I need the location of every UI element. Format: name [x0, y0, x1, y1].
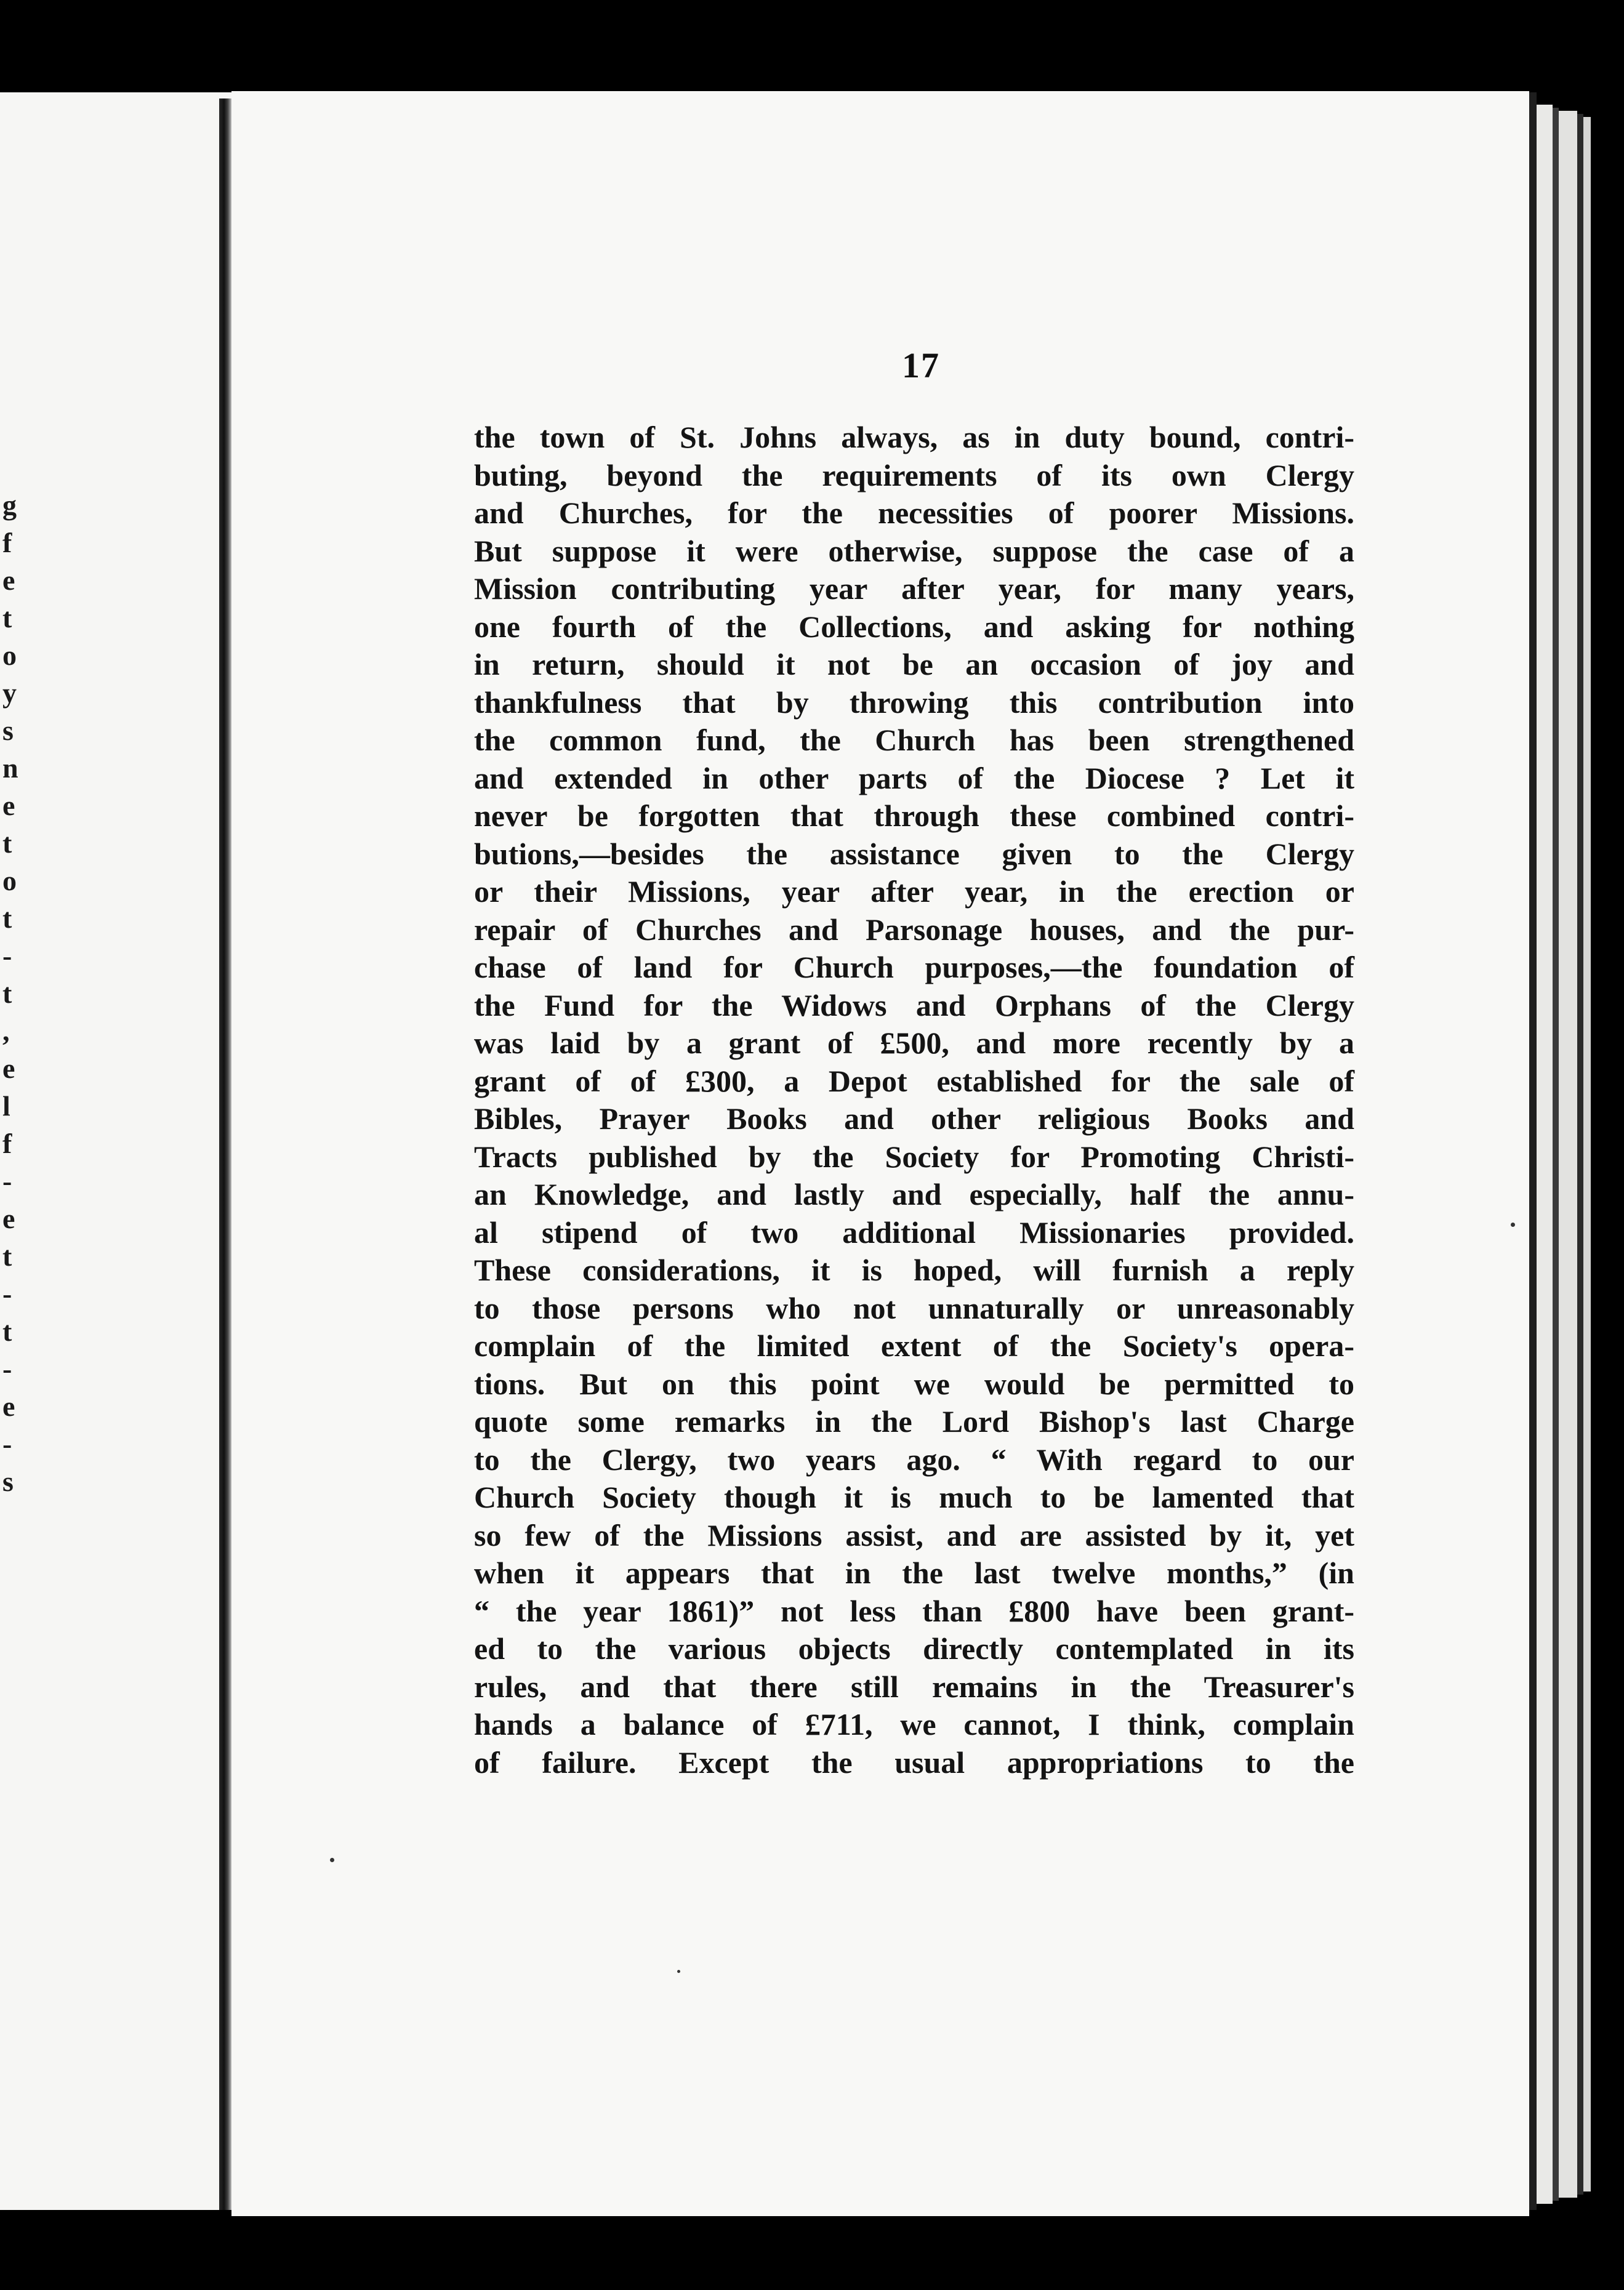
text-line: tions. But on this point we would be permitted to [474, 1366, 1354, 1401]
text-line: an Knowledge, and lastly and especially, half the annu- [474, 1177, 1354, 1211]
cut-glyph: y [2, 677, 17, 709]
print-speck [330, 1858, 334, 1862]
cut-glyph: - [2, 1165, 12, 1197]
text-line: “ the year 1861)” not less than £800 have been grant- [474, 1593, 1354, 1628]
text-line: grant of of £300, a Depot established for the sale of [474, 1063, 1354, 1098]
cut-glyph: - [2, 1278, 12, 1309]
text-line: and Churches, for the necessities of poorer Missions. [474, 496, 1354, 530]
text-line: ed to the various objects directly contemplated in its [474, 1631, 1354, 1666]
text-line: to the Clergy, two years ago. “ With regard to our [474, 1442, 1354, 1477]
cut-glyph: n [2, 752, 18, 784]
text-line: al stipend of two additional Missionaries provided. [474, 1215, 1354, 1250]
text-line: Mission contributing year after year, for many years, [474, 571, 1354, 606]
text-line: the Fund for the Widows and Orphans of the Clergy [474, 987, 1354, 1022]
text-line: Church Society though it is much to be lamented that [474, 1480, 1354, 1514]
text-line: the town of St. Johns always, as in duty bound, contri- [474, 420, 1354, 454]
cut-glyph: e [2, 1053, 15, 1084]
cut-glyph: t [2, 1240, 12, 1272]
cut-glyph: - [2, 940, 12, 971]
text-line: These considerations, it is hoped, will furnish a reply [474, 1253, 1354, 1287]
body-text [474, 419, 1354, 1782]
text-line: buting, beyond the requirements of its own Clergy [474, 457, 1354, 492]
cut-glyph: o [2, 865, 17, 896]
cut-glyph: e [2, 564, 15, 596]
cut-glyph: t [2, 602, 12, 633]
print-speck [1511, 1223, 1515, 1227]
text-line: and extended in other parts of the Diocese ? Let it [474, 760, 1354, 795]
print-speck [677, 1970, 680, 1973]
cut-glyph: t [2, 827, 12, 859]
text-line: of failure. Except the usual appropriations to the [474, 1745, 1354, 1780]
text-line: Tracts published by the Society for Promoting Christi- [474, 1139, 1354, 1174]
text-line: when it appears that in the last twelve months,” (in [474, 1556, 1354, 1590]
cut-glyph: f [2, 527, 12, 558]
text-line: never be forgotten that through these combined contri- [474, 798, 1354, 833]
text-line: one fourth of the Collections, and asking for nothing [474, 609, 1354, 644]
cut-glyph: e [2, 1203, 15, 1234]
page-edge [1583, 117, 1591, 2192]
page-edge [1577, 114, 1583, 2195]
cut-glyph: f [2, 1128, 12, 1159]
cut-glyph: t [2, 902, 12, 934]
cut-glyph: t [2, 1316, 12, 1347]
facing-page-left [0, 92, 241, 2210]
text-line: But suppose it were otherwise, suppose the case of a [474, 533, 1354, 568]
page-number: 17 [902, 345, 940, 385]
text-line: in return, should it not be an occasion of joy and [474, 647, 1354, 681]
cut-glyph: l [2, 1090, 10, 1122]
page-edge [1559, 111, 1577, 2198]
book-gutter [219, 98, 231, 2210]
page-edge [1553, 108, 1559, 2201]
text-line: chase of land for Church purposes,—the foundation of [474, 950, 1354, 984]
cut-glyph: s [2, 715, 14, 746]
cut-glyph: e [2, 790, 15, 821]
facing-page-cut-text [2, 486, 21, 1500]
cut-glyph: e [2, 1391, 15, 1422]
cut-glyph: o [2, 640, 17, 671]
text-line: thankfulness that by throwing this contribution into [474, 685, 1354, 720]
text-line: hands a balance of £711, we cannot, I think, complain [474, 1707, 1354, 1742]
text-line: quote some remarks in the Lord Bishop's last Charge [474, 1404, 1354, 1439]
cut-glyph: , [2, 1015, 10, 1047]
text-line: butions,—besides the assistance given to the Clergy [474, 836, 1354, 871]
text-line: the common fund, the Church has been strengthened [474, 723, 1354, 757]
cut-glyph: - [2, 1428, 12, 1460]
cut-glyph: s [2, 1466, 14, 1497]
text-line: rules, and that there still remains in the Treasurer's [474, 1669, 1354, 1704]
text-line: so few of the Missions assist, and are assisted by it, yet [474, 1517, 1354, 1553]
page-edge [1529, 92, 1537, 2210]
text-line: was laid by a grant of £500, and more recently by a [474, 1026, 1354, 1060]
text-line: complain of the limited extent of the Society's opera- [474, 1328, 1354, 1363]
cut-glyph: g [2, 489, 17, 521]
page-edge [1537, 105, 1553, 2204]
cut-glyph: t [2, 978, 12, 1009]
text-line: repair of Churches and Parsonage houses, and the pur- [474, 912, 1354, 947]
text-line: to those persons who not unnaturally or unreasonably [474, 1290, 1354, 1325]
cut-glyph: - [2, 1353, 12, 1384]
text-line: Bibles, Prayer Books and other religious Books and [474, 1101, 1354, 1136]
text-line: or their Missions, year after year, in the erection or [474, 874, 1354, 909]
